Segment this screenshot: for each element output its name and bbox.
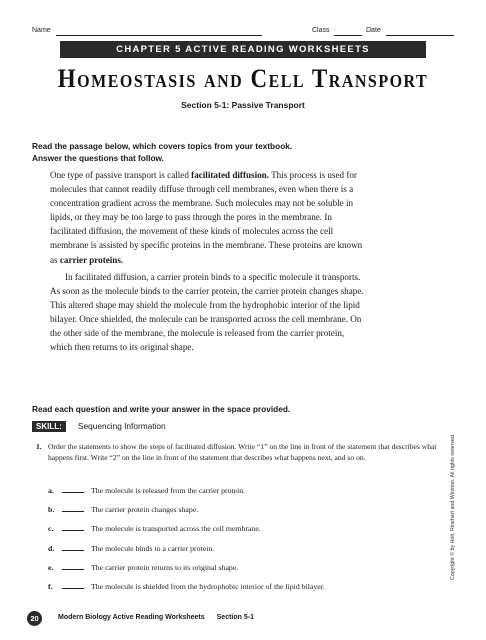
list-item <box>48 503 198 514</box>
item-text: The molecule is released from the carrier protein. <box>91 486 246 495</box>
question-text: Order the statements to show the steps of facilitated diffusion. Write “1” on the line in front of the statement that describes what happens first. Write “2” on the line in front of the statement that describes what happens next, and so on. <box>48 442 437 463</box>
item-letter: d. <box>48 544 55 553</box>
item-text: The molecule is transported across the cell membrane. <box>91 524 261 533</box>
passage-paragraph-2: In facilitated diffusion, a carrier protein binds to a specific molecule it transports. As soon as the molecule binds to the carrier protein, the carrier protein changes shape. This altered shape may shield the molecule from the hydrophobic interior of the lipid bilayer. Once shielded, the molecule can be transported across the cell membrane. On the other side of the membrane, the molecule is released from the carrier protein, which then returns to its original shape. <box>50 271 364 353</box>
list-item <box>48 522 261 533</box>
answer-blank[interactable] <box>62 561 84 570</box>
class-field[interactable] <box>334 35 362 36</box>
page-number: 20 <box>27 611 42 626</box>
item-text: The molecule is shielded from the hydrophobic interior of the lipid bilayer. <box>91 582 325 591</box>
answer-blank[interactable] <box>62 503 84 512</box>
intro-instructions <box>32 140 452 164</box>
item-letter: a. <box>48 486 54 495</box>
key-term-facilitated-diffusion: facilitated diffusion. <box>191 170 269 180</box>
passage-text: This process is used for molecules that cannot readily diffuse through cell membranes, even when there is a concentration gradient across the membrane. Such molecules may not be soluble in lipids, or they may be too large to pass through the pores in the membrane. In facilitated diffusion, the movement of these kinds of molecules across the cell membrane is assisted by specific proteins in the membrane. These proteins are known as <box>50 170 363 265</box>
reading-passage <box>50 168 368 357</box>
chapter-banner: CHAPTER 5 ACTIVE READING WORKSHEETS <box>60 41 426 58</box>
item-text: The carrier protein returns to its original shape. <box>91 563 239 572</box>
answer-blank[interactable] <box>62 522 84 531</box>
skill-name: Sequencing Information <box>78 421 166 431</box>
answer-blank[interactable] <box>62 542 84 551</box>
item-letter: b. <box>48 505 55 514</box>
date-field[interactable] <box>386 35 454 36</box>
question-number: 1. <box>36 442 42 451</box>
list-item <box>48 542 214 553</box>
section-title: Section 5-1: Passive Transport <box>181 100 305 110</box>
item-letter: f. <box>48 582 53 591</box>
name-field[interactable] <box>56 35 262 36</box>
intro-line-2: Answer the questions that follow. <box>32 153 164 163</box>
passage-text: One type of passive transport is called <box>50 170 192 180</box>
footer-section: Section 5-1 <box>216 614 254 621</box>
intro-line-1: Read the passage below, which covers topics from your textbook. <box>32 141 293 151</box>
footer-book-title: Modern Biology Active Reading Worksheets <box>58 614 205 621</box>
name-label: Name <box>32 27 51 34</box>
list-item <box>48 580 325 591</box>
skill-badge: SKILL: <box>32 421 66 432</box>
item-text: The carrier protein changes shape. <box>91 505 199 514</box>
date-label: Date <box>366 27 381 34</box>
key-term-carrier-proteins: carrier proteins. <box>59 254 124 265</box>
list-item <box>48 561 238 572</box>
copyright-notice: Copyright © by Holt, Rinehart and Winston. All rights reserved. <box>450 433 456 580</box>
class-label: Class <box>312 27 330 34</box>
list-item <box>48 484 245 495</box>
question-1 <box>36 441 440 463</box>
passage-paragraph-1 <box>50 168 368 267</box>
item-letter: c. <box>48 524 54 533</box>
item-letter: e. <box>48 563 54 572</box>
page-title: Homeostasis and Cell Transport <box>57 64 429 93</box>
item-text: The molecule binds to a carrier protein. <box>91 544 215 553</box>
footer <box>58 614 254 621</box>
answer-blank[interactable] <box>62 484 84 493</box>
question-instructions: Read each question and write your answer in the space provided. <box>32 404 291 414</box>
answer-blank[interactable] <box>62 580 84 589</box>
